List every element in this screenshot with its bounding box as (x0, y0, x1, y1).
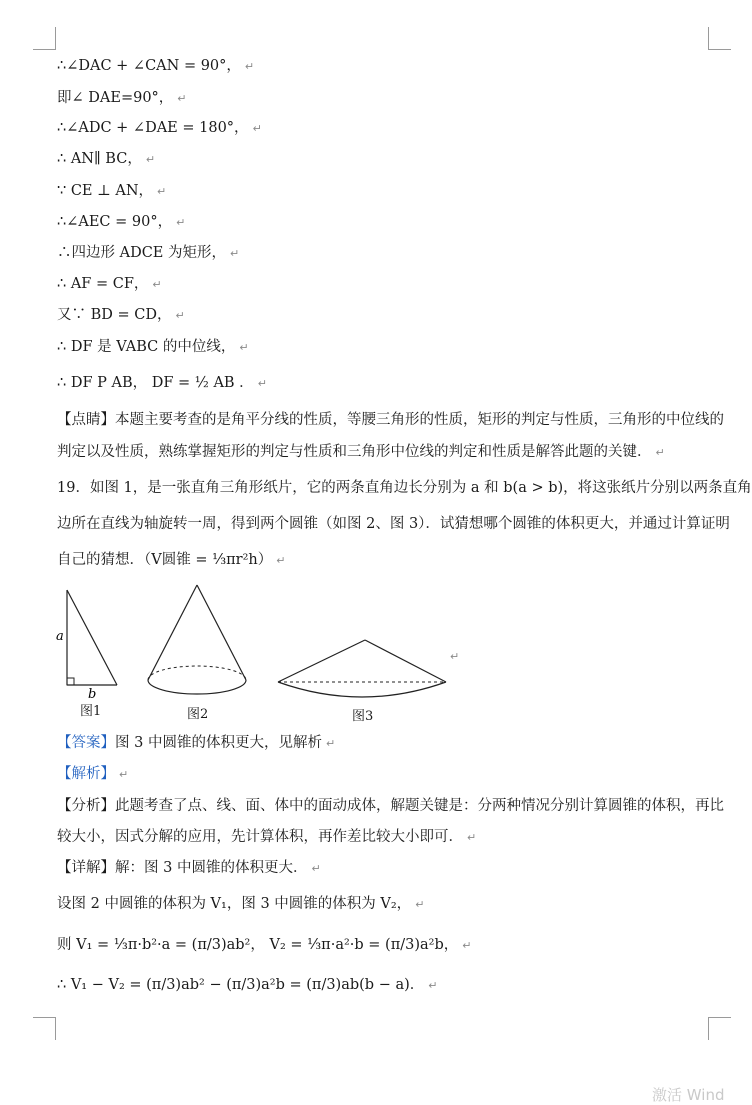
answer-tag: 【答案】 (57, 735, 115, 751)
fenxi-line-2: 较大小，因式分解的应用，先计算体积，再作差比较大小即可． ↵ (57, 829, 477, 845)
proof-line: ∴ DF P AB， DF = ½ AB ． ↵ (57, 375, 267, 391)
xiangjie-tag: 【详解】 (57, 860, 115, 876)
proof-line: ∴ DF 是 VABC 的中位线， ↵ (57, 339, 249, 355)
figure-2-label: 图2 (187, 707, 209, 722)
dianjing-line-2: 判定以及性质，熟练掌握矩形的判定与性质和三角形中位线的判定和性质是解答此题的关键． ↵ (57, 444, 665, 460)
proof-line: ∴ AN∥ BC， ↵ (57, 151, 156, 167)
question-line-3: 自己的猜想．（V圆锥 = ⅓πr²h） ↵ (57, 552, 286, 568)
side-a-label: a (56, 629, 64, 644)
activation-watermark: 激活 Wind (652, 1086, 725, 1104)
question-line-2: 边所在直线为轴旋转一周，得到两个圆锥（如图 2、图 3）．试猜想哪个圆锥的体积更大，并通过计算证明 (57, 516, 730, 532)
fenxi-line-1: 【分析】此题考查了点、线、面、体中的面动成体，解题关键是：分两种情况分别计算圆锥的体积，再比 (57, 798, 724, 814)
proof-line: ∴ AF = CF， ↵ (57, 276, 162, 292)
paragraph-mark: ↵ (450, 650, 460, 663)
corner-mark-bottom-right (708, 1017, 731, 1040)
question-line-1: 19．如图 1，是一张直角三角形纸片，它的两条直角边长分别为 a 和 b(a > b)，将这张纸片分别以两条直角 (57, 480, 752, 496)
dianjing-tag: 【点睛】 (57, 412, 115, 428)
proof-line: ∴∠AEC = 90°， ↵ (57, 214, 186, 230)
dianjing-line-1: 【点睛】本题主要考查的是角平分线的性质，等腰三角形的性质，矩形的判定与性质，三角形的中位线的 (57, 412, 724, 428)
proof-line: ∵ CE ⊥ AN， ↵ (57, 183, 167, 199)
jiexi-tag: 【解析】 (57, 766, 115, 782)
solution-line: 设图 2 中圆锥的体积为 V₁，图 3 中圆锥的体积为 V₂， ↵ (57, 896, 425, 912)
proof-line: 又∵ BD = CD， ↵ (57, 307, 185, 323)
figure-2-cone (148, 585, 246, 694)
jiexi-line: 【解析】 ↵ (57, 766, 129, 782)
figure-1-triangle (56, 590, 117, 702)
corner-mark-top-right (708, 27, 731, 50)
proof-line: ∴∠ADC + ∠DAE = 180°， ↵ (57, 120, 262, 136)
corner-mark-bottom-left (33, 1017, 56, 1040)
figure-3-cone (278, 640, 446, 697)
fenxi-tag: 【分析】 (57, 798, 115, 814)
proof-line: 即∠ DAE=90°， ↵ (57, 90, 187, 106)
figure-3-label: 图3 (352, 709, 374, 724)
figure-group (40, 580, 470, 730)
xiangjie-line: 【详解】解：图 3 中圆锥的体积更大． ↵ (57, 860, 321, 876)
answer-line: 【答案】图 3 中圆锥的体积更大，见解析 ↵ (57, 735, 336, 751)
proof-line: ∴∠DAC + ∠CAN = 90°， ↵ (57, 58, 255, 74)
corner-mark-top-left (33, 27, 56, 50)
proof-line: ∴四边形 ADCE 为矩形， ↵ (57, 245, 240, 261)
solution-line: 则 V₁ = ⅓π·b²·a = (π/3)ab²， V₂ = ⅓π·a²·b = (π/3)a²b， ↵ (57, 937, 472, 953)
side-b-label: b (88, 687, 97, 702)
solution-line: ∴ V₁ − V₂ = (π/3)ab² − (π/3)a²b = (π/3)ab(b − a)． ↵ (57, 977, 438, 993)
figure-1-label: 图1 (80, 704, 102, 719)
